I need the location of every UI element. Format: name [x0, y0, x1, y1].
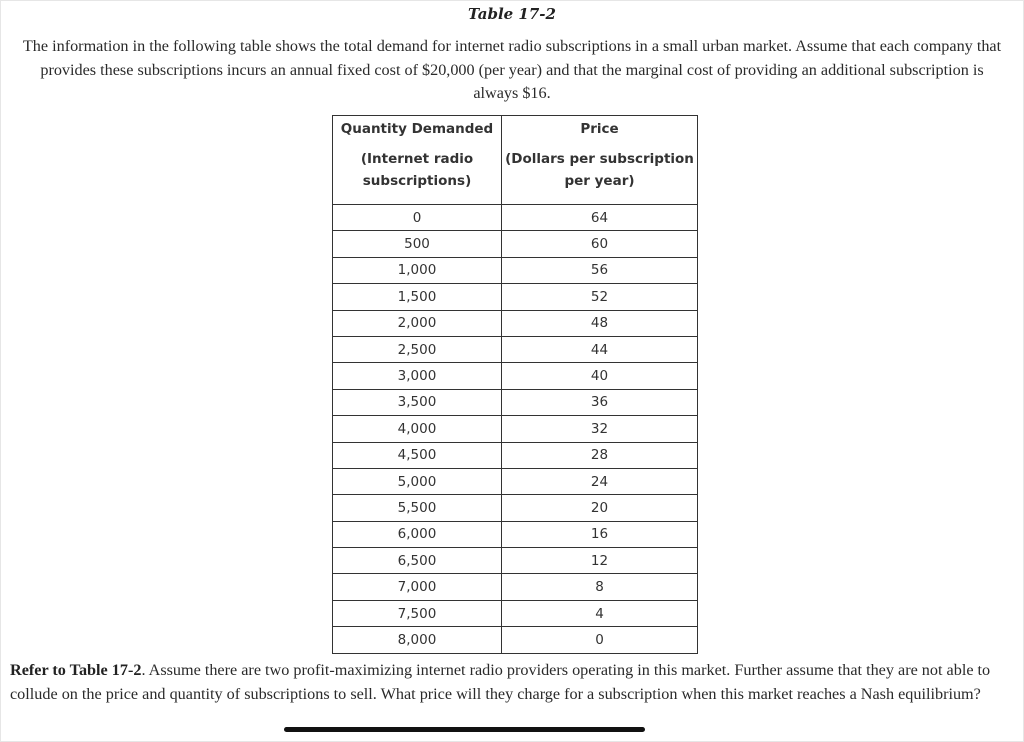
price-cell: 4 [502, 600, 698, 626]
table-row [333, 548, 698, 574]
quantity-cell: 8,000 [333, 627, 502, 653]
table-row [333, 231, 698, 257]
price-cell: 20 [502, 495, 698, 521]
quantity-cell: 2,500 [333, 336, 502, 362]
table-row [333, 600, 698, 626]
quantity-cell: 5,000 [333, 468, 502, 494]
table-row [333, 468, 698, 494]
price-cell: 32 [502, 416, 698, 442]
price-cell: 36 [502, 389, 698, 415]
table-row [333, 336, 698, 362]
table-row [333, 416, 698, 442]
quantity-cell: 4,500 [333, 442, 502, 468]
quantity-header [333, 116, 502, 205]
table-row [333, 257, 698, 283]
price-cell: 60 [502, 231, 698, 257]
price-cell: 56 [502, 257, 698, 283]
price-cell: 48 [502, 310, 698, 336]
table-row [333, 627, 698, 653]
quantity-cell: 5,500 [333, 495, 502, 521]
price-cell: 64 [502, 205, 698, 231]
quantity-cell: 7,500 [333, 600, 502, 626]
quantity-cell: 500 [333, 231, 502, 257]
table-row [333, 495, 698, 521]
price-cell: 12 [502, 548, 698, 574]
table-row [333, 442, 698, 468]
price-cell: 28 [502, 442, 698, 468]
quantity-header-subtitle: (Internet radio subscriptions) [360, 151, 474, 189]
price-cell: 44 [502, 336, 698, 362]
intro-paragraph: The information in the following table shows the total demand for internet radio subscriptions in a small urban market. Assume that each company that provides these subscriptions incurs an annual fixed cost of $20,000 (per year) and that the marginal cost of providing an additional subscription is always $16. [22, 37, 1002, 102]
demand-table [332, 115, 698, 654]
quantity-cell: 4,000 [333, 416, 502, 442]
question-text: . Assume there are two profit-maximizing internet radio providers operating in this market. Further assume that they are not able to collude on the price and quantity of subscriptions to sell. What price will they charge for a subscription when this market reaches a Nash equilibrium? [10, 661, 991, 703]
price-header [502, 116, 698, 205]
table-title: Table 17-2 [468, 5, 556, 23]
question-paragraph [10, 659, 1014, 706]
price-cell: 0 [502, 627, 698, 653]
quantity-cell: 3,500 [333, 389, 502, 415]
price-header-title: Price [580, 121, 619, 137]
price-cell: 16 [502, 521, 698, 547]
table-row [333, 205, 698, 231]
table-row [333, 574, 698, 600]
quantity-cell: 2,000 [333, 310, 502, 336]
quantity-cell: 0 [333, 205, 502, 231]
quantity-cell: 1,500 [333, 284, 502, 310]
quantity-header-title: Quantity Demanded [340, 121, 494, 137]
table-body [333, 205, 698, 654]
price-cell: 52 [502, 284, 698, 310]
price-cell: 24 [502, 468, 698, 494]
home-indicator-bar[interactable] [284, 727, 645, 732]
quantity-cell: 3,000 [333, 363, 502, 389]
price-header-subtitle: (Dollars per subscription per year) [505, 151, 694, 189]
table-row [333, 363, 698, 389]
quantity-cell: 6,500 [333, 548, 502, 574]
question-reference: Refer to Table 17-2 [10, 661, 142, 679]
table-row [333, 284, 698, 310]
price-cell: 40 [502, 363, 698, 389]
quantity-cell: 6,000 [333, 521, 502, 547]
quantity-cell: 7,000 [333, 574, 502, 600]
table-row [333, 521, 698, 547]
price-cell: 8 [502, 574, 698, 600]
quantity-cell: 1,000 [333, 257, 502, 283]
table-header-row [333, 116, 698, 205]
table-row [333, 310, 698, 336]
table-row [333, 389, 698, 415]
